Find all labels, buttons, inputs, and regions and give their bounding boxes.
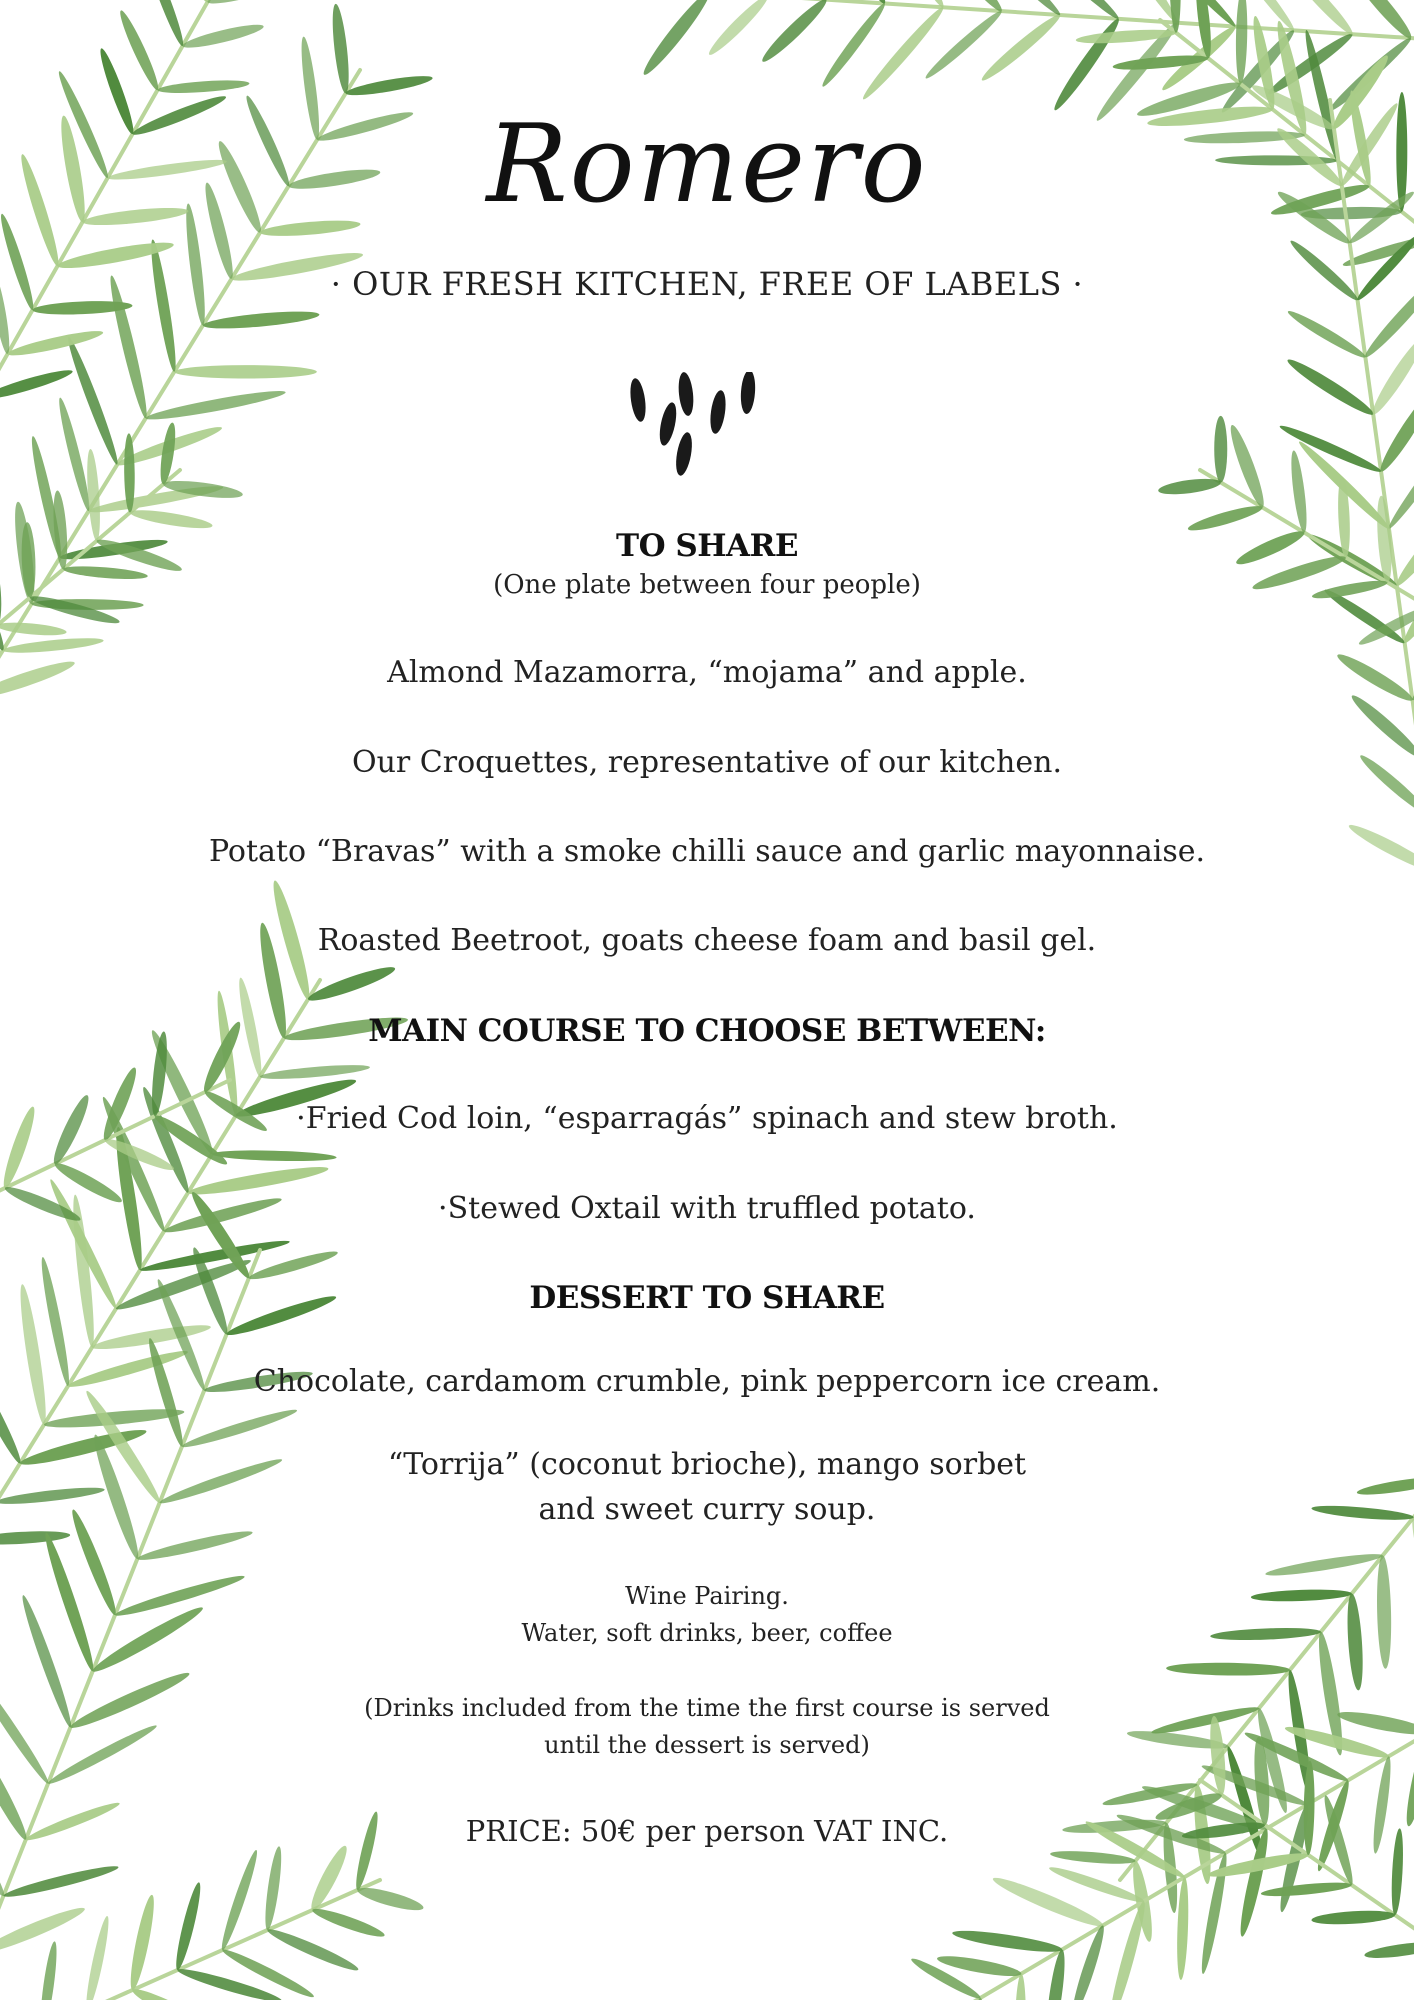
logo-leaf [673, 431, 694, 477]
drinks-line: Wine Pairing. [625, 1582, 789, 1610]
main-course-title: MAIN COURSE TO CHOOSE BETWEEN: [368, 1013, 1046, 1049]
logo-leaf [628, 377, 648, 423]
to-share-title: TO SHARE [616, 528, 798, 564]
menu-item: Our Croquettes, representative of our kitchen. [352, 745, 1062, 780]
rosemary-leaves-logo-icon [620, 372, 790, 492]
logo-leaf [657, 401, 680, 447]
tagline: · OUR FRESH KITCHEN, FREE OF LABELS · [330, 265, 1084, 303]
drinks-note: (Drinks included from the time the first course is served [364, 1694, 1050, 1722]
logo-leaf [739, 372, 756, 414]
menu-item: ·Stewed Oxtail with truffled potato. [438, 1191, 976, 1226]
drinks-line: Water, soft drinks, beer, coffee [521, 1619, 893, 1647]
menu-item: Almond Mazamorra, “mojama” and apple. [387, 655, 1027, 690]
price: PRICE: 50€ per person VAT INC. [465, 1814, 949, 1848]
menu-item: ·Fried Cod loin, “esparragás” spinach and stew broth. [296, 1101, 1118, 1136]
menu-item: Chocolate, cardamom crumble, pink peppercorn ice cream. [253, 1364, 1161, 1399]
logo-leaf [677, 372, 696, 417]
drinks-note: until the dessert is served) [544, 1731, 870, 1759]
menu-item: “Torrija” (coconut brioche), mango sorbet [387, 1447, 1027, 1482]
menu-item: Roasted Beetroot, goats cheese foam and basil gel. [317, 923, 1097, 958]
menu-item: and sweet curry soup. [538, 1492, 876, 1527]
logo-leaf [708, 389, 728, 435]
to-share-note: (One plate between four people) [493, 570, 921, 600]
dessert-title: DESSERT TO SHARE [529, 1280, 885, 1316]
brand-logo-script: Romero [486, 102, 928, 227]
menu-item: Potato “Bravas” with a smoke chilli sauce and garlic mayonnaise. [208, 834, 1206, 869]
